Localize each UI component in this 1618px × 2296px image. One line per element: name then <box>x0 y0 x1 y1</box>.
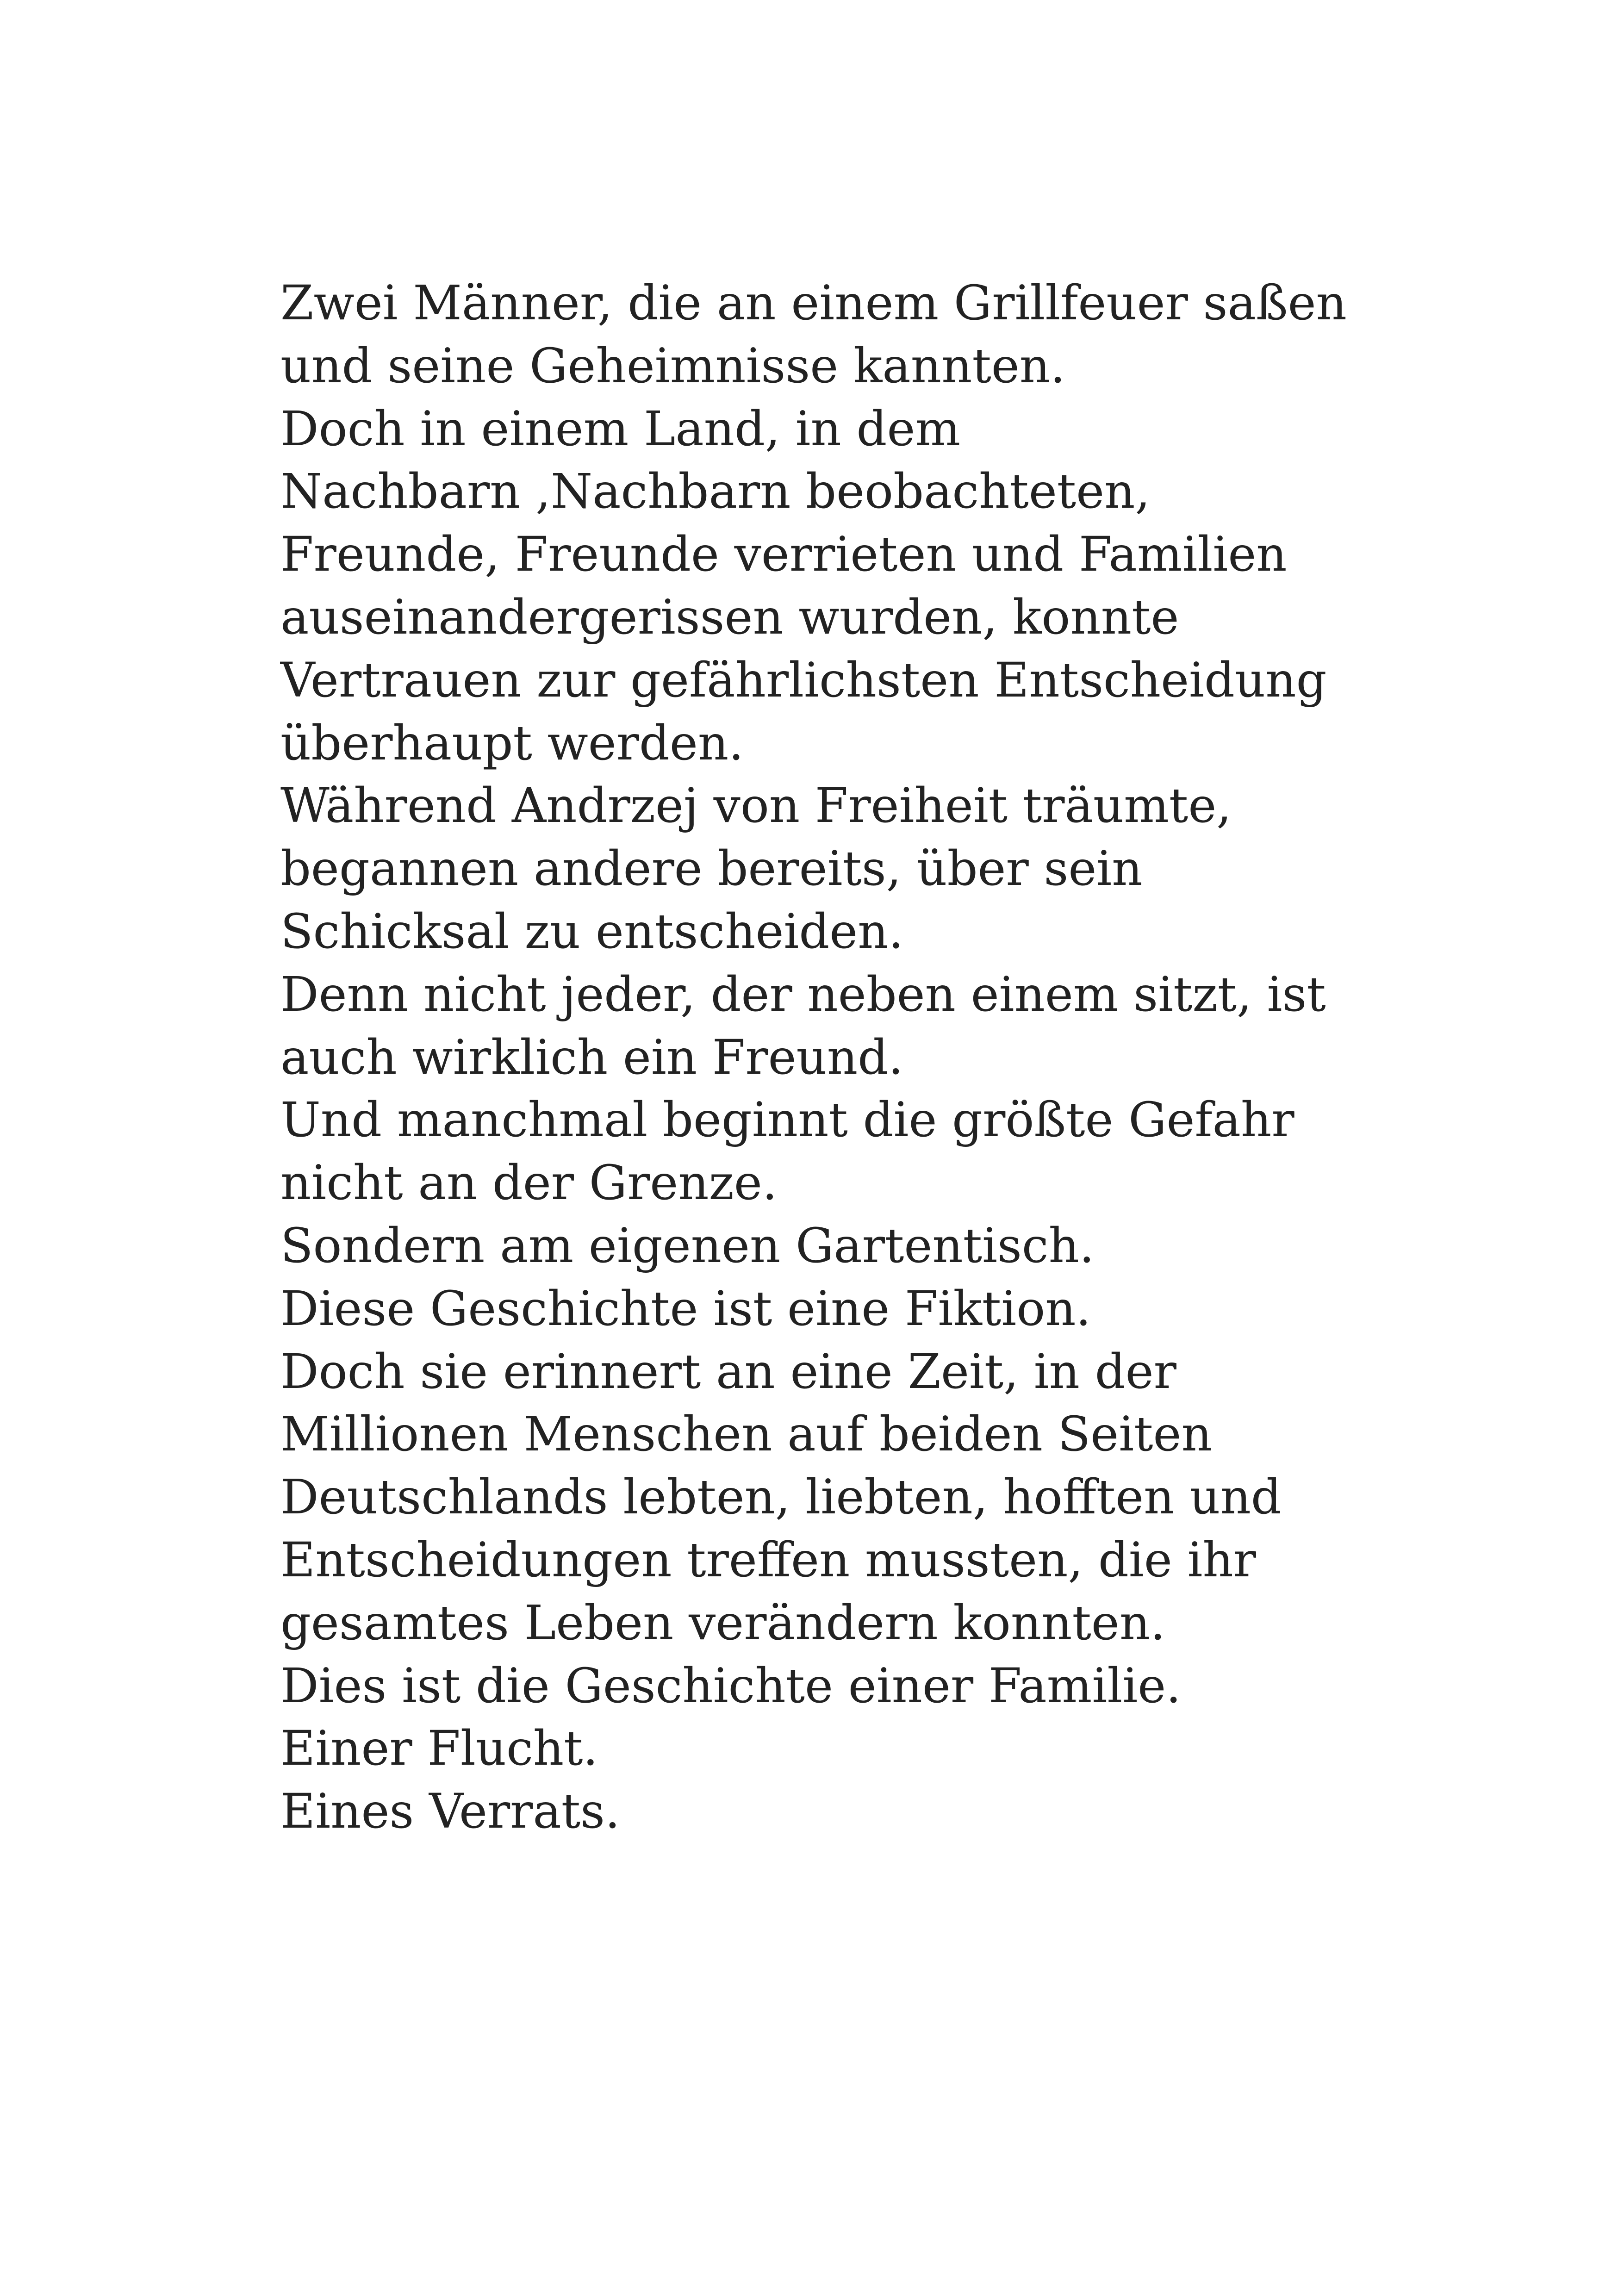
text-line: Während Andrzej von Freiheit träumte, <box>280 778 1232 834</box>
text-line: gesamtes Leben verändern konnten. <box>280 1595 1165 1651</box>
text-line: Entscheidungen treffen mussten, die ihr <box>280 1532 1257 1588</box>
text-line: Freunde, Freunde verrieten und Familien <box>280 527 1287 583</box>
text-line: Einer Flucht. <box>280 1721 598 1777</box>
text-line: Zwei Männer, die an einem Grillfeuer saßen <box>280 275 1347 331</box>
text-line: Diese Geschichte ist eine Fiktion. <box>280 1281 1091 1337</box>
text-line: Sondern am eigenen Gartentisch. <box>280 1218 1095 1274</box>
text-line: auseinandergerissen wurden, konnte <box>280 589 1179 645</box>
text-line: nicht an der Grenze. <box>280 1155 778 1211</box>
text-line: Millionen Menschen auf beiden Seiten <box>280 1406 1212 1462</box>
text-line: Vertrauen zur gefährlichsten Entscheidung <box>280 652 1327 708</box>
text-line: auch wirklich ein Freund. <box>280 1029 903 1085</box>
body-text <box>280 272 1345 1843</box>
text-line: Dies ist die Geschichte einer Familie. <box>280 1658 1181 1714</box>
text-line: Schicksal zu entscheiden. <box>280 903 904 959</box>
text-line: Deutschlands lebten, liebten, hofften und <box>280 1469 1282 1525</box>
text-line: überhaupt werden. <box>280 715 744 771</box>
text-line: Doch in einem Land, in dem <box>280 401 961 457</box>
text-line: und seine Geheimnisse kannten. <box>280 338 1065 394</box>
text-line: Eines Verrats. <box>280 1784 620 1840</box>
text-line: begannen andere bereits, über sein <box>280 841 1143 897</box>
text-line: Doch sie erinnert an eine Zeit, in der <box>280 1344 1176 1400</box>
text-line: Denn nicht jeder, der neben einem sitzt, ist <box>280 966 1326 1022</box>
text-line: Nachbarn ,Nachbarn beobachteten, <box>280 464 1151 520</box>
text-line: Und manchmal beginnt die größte Gefahr <box>280 1092 1294 1148</box>
